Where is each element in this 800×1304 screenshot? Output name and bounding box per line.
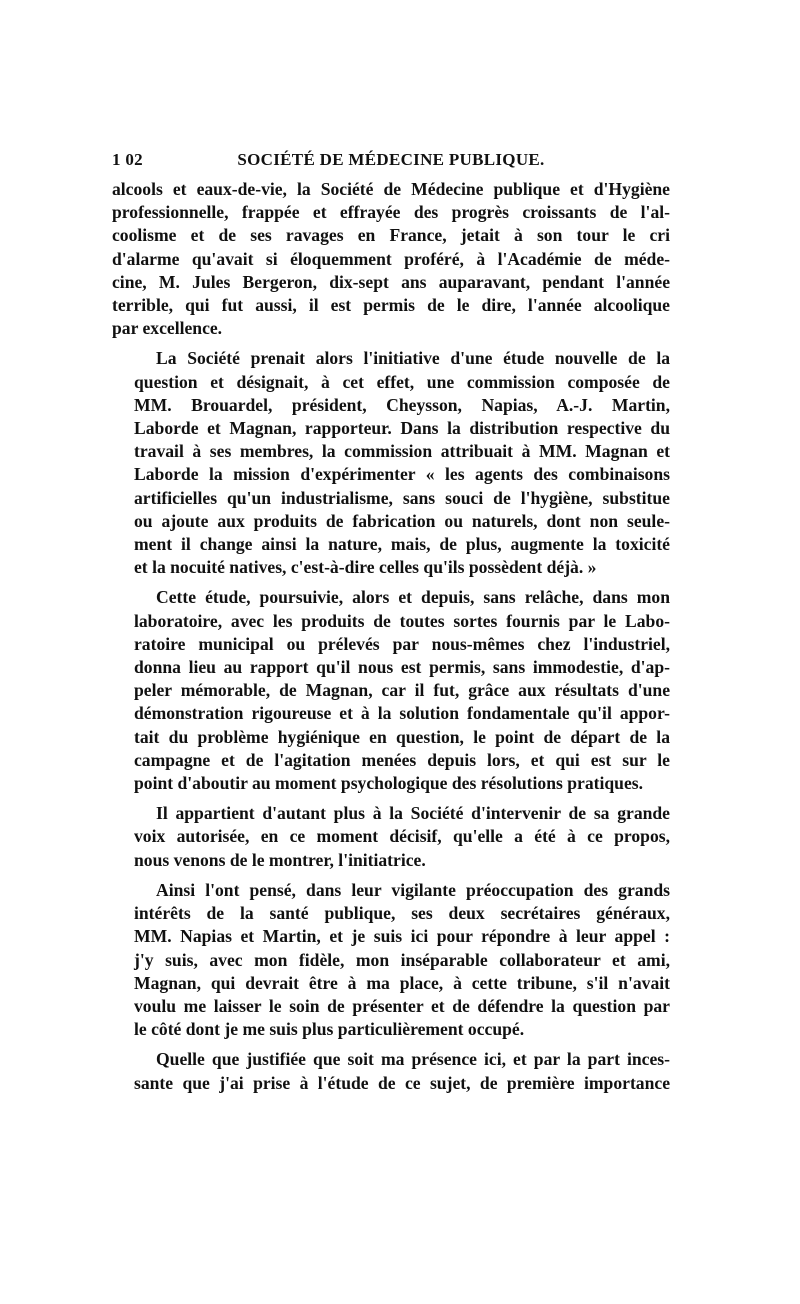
text-line: d'alarme qu'avait si éloquemment proféré, à l'Académie de méde- — [112, 248, 670, 269]
text-line: terrible, qui fut aussi, il est permis de le dire, l'année alcoolique — [112, 295, 670, 316]
paragraph — [112, 347, 670, 579]
text-line: point d'aboutir au moment psychologique des résolutions pratiques. — [134, 773, 643, 794]
text-line: voix autorisée, en ce moment décisif, qu'elle a été à ce propos, — [134, 826, 670, 847]
text-line: MM. Brouardel, président, Cheysson, Napias, A.-J. Martin, — [134, 394, 670, 415]
text-line: professionnelle, frappée et effrayée des progrès croissants de l'al- — [112, 202, 670, 223]
running-head: SOCIÉTÉ DE MÉDECINE PUBLIQUE. — [237, 150, 545, 169]
text-line: coolisme et de ses ravages en France, jetait à son tour le cri — [112, 225, 670, 246]
text-line: alcools et eaux-de-vie, la Société de Médecine publique et d'Hygiène — [112, 179, 670, 199]
text-line: démonstration rigoureuse et à la solution fondamentale qu'il appor- — [134, 703, 670, 724]
text-line: artificielles qu'un industrialisme, sans souci de l'hygiène, substitue — [134, 487, 670, 508]
text-line: tait du problème hygiénique en question, le point de départ de la — [134, 726, 670, 747]
book-page — [112, 150, 670, 1102]
text-line: Cette étude, poursuivie, alors et depuis, sans relâche, dans mon — [156, 587, 670, 608]
text-line: Ainsi l'ont pensé, dans leur vigilante préoccupation des grands — [156, 879, 670, 900]
page-header — [112, 150, 670, 178]
paragraph — [112, 879, 670, 1041]
text-line: voulu me laisser le soin de présenter et de défendre la question par — [134, 995, 670, 1016]
text-line: Magnan, qui devrait être à ma place, à cette tribune, s'il n'avait — [134, 972, 670, 993]
text-line: travail à ses membres, la commission attribuait à MM. Magnan et — [134, 441, 670, 462]
text-line: Il appartient d'autant plus à la Société d'intervenir de sa grande — [156, 803, 670, 824]
text-line: et la nocuité natives, c'est-à-dire celles qu'ils possèdent déjà. » — [134, 557, 597, 578]
text-line: donna lieu au rapport qu'il nous est permis, sans immodestie, d'ap- — [134, 657, 670, 678]
text-line: ratoire municipal ou prélevés par nous-mêmes chez l'industriel, — [134, 633, 670, 654]
text-line: ou ajoute aux produits de fabrication ou naturels, dont non seule- — [134, 510, 670, 531]
paragraph — [112, 1048, 670, 1094]
text-line: MM. Napias et Martin, et je suis ici pour répondre à leur appel : — [134, 926, 670, 947]
body-text — [112, 178, 670, 1095]
text-line: nous venons de le montrer, l'initiatrice. — [134, 849, 426, 870]
text-line: Quelle que justifiée que soit ma présence ici, et par la part inces- — [156, 1049, 670, 1070]
text-line: cine, M. Jules Bergeron, dix-sept ans auparavant, pendant l'année — [112, 271, 670, 292]
text-line: Laborde la mission d'expérimenter « les agents des combinaisons — [134, 464, 670, 485]
text-line: par excellence. — [112, 318, 223, 339]
paragraph — [112, 802, 670, 872]
text-line: laboratoire, avec les produits de toutes sortes fournis par le Labo- — [134, 610, 670, 631]
text-line: sante que j'ai prise à l'étude de ce sujet, de première importance — [134, 1072, 670, 1093]
text-line: peler mémorable, de Magnan, car il fut, grâce aux résultats d'une — [134, 680, 670, 701]
text-line: intérêts de la santé publique, ses deux secrétaires généraux, — [134, 903, 670, 924]
text-line: Laborde et Magnan, rapporteur. Dans la distribution respective du — [134, 418, 670, 439]
text-line: le côté dont je me suis plus particulièrement occupé. — [134, 1019, 525, 1040]
text-line: ment il change ainsi la nature, mais, de plus, augmente la toxicité — [134, 534, 670, 555]
page-number: 1 02 — [112, 150, 143, 169]
text-line: question et désignait, à cet effet, une commission composée de — [134, 371, 670, 392]
paragraph — [112, 586, 670, 795]
text-line: j'y suis, avec mon fidèle, mon inséparable collaborateur et ami, — [134, 949, 670, 970]
paragraph — [112, 178, 670, 340]
text-line: campagne et de l'agitation menées depuis lors, et qui est sur le — [134, 749, 670, 770]
text-line: La Société prenait alors l'initiative d'une étude nouvelle de la — [156, 348, 670, 369]
